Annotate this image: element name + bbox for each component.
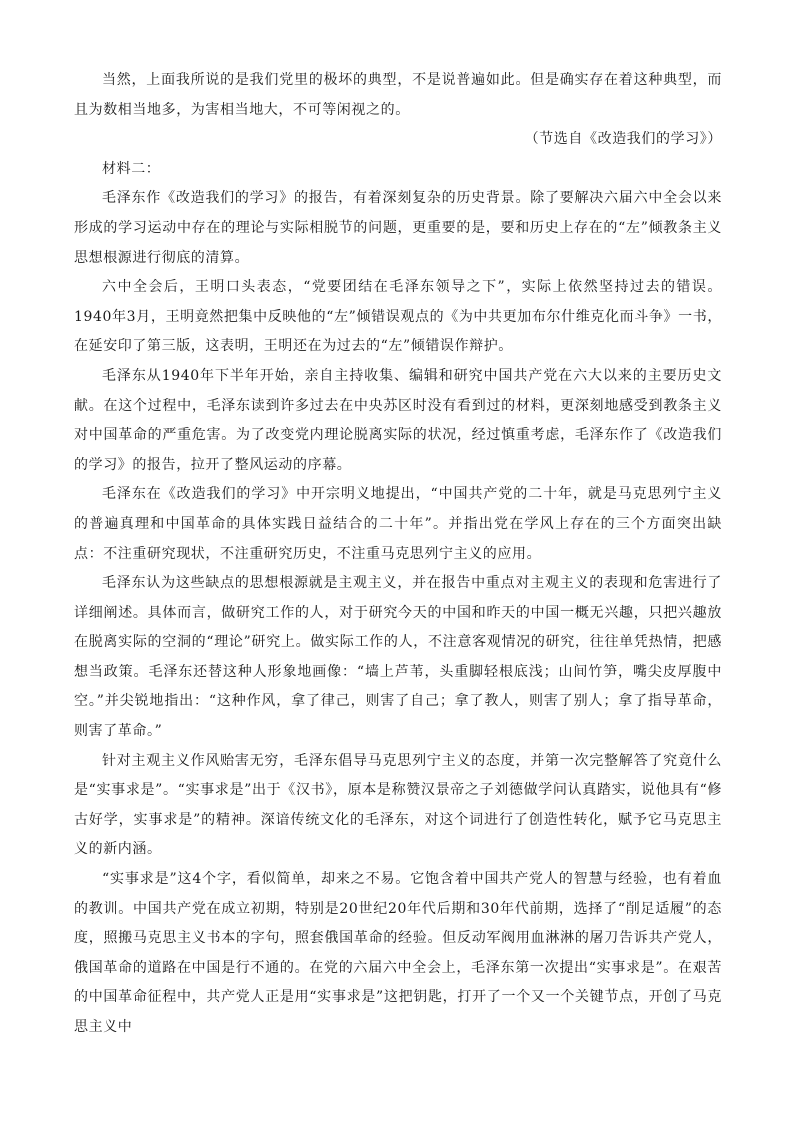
paragraph-4: 毛泽东在《改造我们的学习》中开宗明义地提出，“中国共产党的二十年，就是马克思列宁主义的普遍真理和中国革命的具体实践日益结合的二十年”。并指出党在学风上存在的三个方面突出缺点：不注重研究现状，不注重研究历史，不注重马克思列宁主义的应用。	[74, 486, 722, 562]
paragraph-2: 六中全会后，王明口头表态，“党要团结在毛泽东领导之下”，实际上依然坚持过去的错误。1940年3月，王明竟然把集中反映他的“左”倾错误观点的《为中共更加布尔什维克化而斗争》一书，在延安印了第三版，这表明，王明还在为过去的“左”倾错误作辩护。	[74, 279, 722, 355]
paragraph-3: 毛泽东从1940年下半年开始，亲自主持收集、编辑和研究中国共产党在六大以来的主要历史文献。在这个过程中，毛泽东读到许多过去在中央苏区时没有看到过的材料，更深刻地感受到教条主义对中国革命的严重危害。为了改变党内理论脱离实际的状况，经过慎重考虑，毛泽东作了《改造我们的学习》的报告，拉开了整风运动的序幕。	[74, 367, 722, 473]
section-label: 材料二：	[102, 160, 161, 177]
paragraph-5: 毛泽东认为这些缺点的思想根源就是主观主义，并在报告中重点对主观主义的表现和危害进行了详细阐述。具体而言，做研究工作的人，对于研究今天的中国和昨天的中国一概无兴趣，只把兴趣放在脱离实际的空洞的“理论”研究上。做实际工作的人，不注意客观情况的研究，往往单凭热情，把感想当政策。毛泽东还替这种人形象地画像：“墙上芦苇，头重脚轻根底浅；山间竹笋，嘴尖皮厚腹中空。”并尖锐地指出：“这种作风，拿了律己，则害了自己；拿了教人，则害了别人；拿了指导革命，则害了革命。”	[74, 575, 722, 740]
document-body	[74, 66, 722, 1043]
source-citation: （节选自《改造我们的学习》）	[524, 131, 722, 148]
paragraph-intro: 当然，上面我所说的是我们党里的极坏的典型，不是说普遍如此。但是确实存在着这种典型，而且为数相当地多，为害相当地大，不可等闲视之的。	[74, 72, 722, 118]
paragraph-7: “实事求是”这4个字，看似简单，却来之不易。它饱含着中国共产党人的智慧与经验，也有着血的教训。中国共产党在成立初期，特别是20世纪20年代后期和30年代前期，选择了“削足适履”的态度，照搬马克思主义书本的字句，照套俄国革命的经验。但反动军阀用血淋淋的屠刀告诉共产党人，俄国革命的道路在中国是行不通的。在党的六届六中全会上，毛泽东第一次提出“实事求是”。在艰苦的中国革命征程中，共产党人正是用“实事求是”这把钥匙，打开了一个又一个关键节点，开创了马克思主义中	[74, 871, 722, 1035]
paragraph-6: 针对主观主义作风贻害无穷，毛泽东倡导马克思列宁主义的态度，并第一次完整解答了究竟什么是“实事求是”。“实事求是”出于《汉书》，原本是称赞汉景帝之子刘德做学问认真踏实，说他具有“修古好学，实事求是”的精神。深谙传统文化的毛泽东，对这个词进行了创造性转化，赋予它马克思主义的新内涵。	[74, 752, 722, 858]
paragraph-1: 毛泽东作《改造我们的学习》的报告，有着深刻复杂的历史背景。除了要解决六届六中全会以来形成的学习运动中存在的理论与实际相脱节的问题，更重要的是，要和历史上存在的“左”倾教条主义思想根源进行彻底的清算。	[74, 190, 722, 266]
